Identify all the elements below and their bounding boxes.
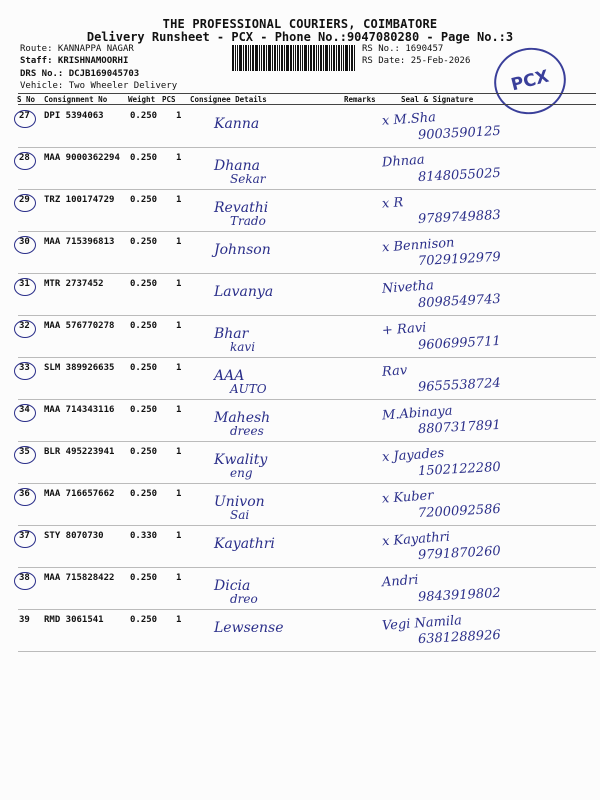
barcode-bar <box>284 45 285 71</box>
weight-value: 0.250 <box>130 615 158 625</box>
row-divider <box>18 483 596 484</box>
weight-value: 0.250 <box>130 405 158 415</box>
pcs-count: 1 <box>176 237 182 247</box>
consignee-handwritten: Kayathri <box>214 536 275 552</box>
consignee-handwritten-line2: eng <box>230 466 253 480</box>
consignee-handwritten-line2: Trado <box>230 214 266 228</box>
signature-handwritten: x Jayades <box>381 445 445 466</box>
barcode-bar <box>329 45 330 71</box>
signature-handwritten: Rav <box>381 363 408 380</box>
drs-number: DRS No.: DCJB169045703 <box>20 69 140 79</box>
consignment-number: DPI 5394063 <box>44 111 104 121</box>
consignment-number: MTR 2737452 <box>44 279 104 289</box>
barcode-bar <box>333 45 335 71</box>
consignee-handwritten-line2: dreo <box>230 592 258 606</box>
signature-handwritten: + Ravi <box>381 320 427 339</box>
pcs-count: 1 <box>176 279 182 289</box>
col-sno: S No <box>17 95 36 104</box>
pcs-count: 1 <box>176 573 182 583</box>
signature-handwritten: Vegi Namila <box>381 613 463 634</box>
signature-phone-handwritten: 9606995711 <box>417 333 502 354</box>
consignment-number: MAA 9000362294 <box>44 153 120 163</box>
consignee-handwritten: Mahesh <box>214 410 271 426</box>
weight-value: 0.250 <box>130 489 158 499</box>
barcode-bar <box>268 45 271 71</box>
col-weight: Weight <box>128 95 156 104</box>
barcode-bar <box>323 45 324 71</box>
pcs-count: 1 <box>176 531 182 541</box>
consignment-number: RMD 3061541 <box>44 615 104 625</box>
row-divider <box>18 147 596 148</box>
consignment-number: MAA 716657662 <box>44 489 115 499</box>
weight-value: 0.250 <box>130 363 158 373</box>
col-consignment: Consignment No <box>44 95 108 104</box>
weight-value: 0.250 <box>130 153 158 163</box>
barcode-bar <box>263 45 265 71</box>
consignee-handwritten: Revathi <box>214 200 269 216</box>
signature-handwritten: Andri <box>381 572 419 591</box>
serial-number: 31 <box>19 279 30 289</box>
barcode-bar <box>255 45 258 71</box>
barcode-bar <box>235 45 236 71</box>
consignment-number: BLR 495223941 <box>44 447 115 457</box>
barcode-bar <box>290 45 292 71</box>
serial-number: 32 <box>19 321 30 331</box>
barcode-bar <box>237 45 238 71</box>
signature-phone-handwritten: 1502122280 <box>417 459 502 480</box>
barcode-bar <box>316 45 317 71</box>
pcs-count: 1 <box>176 111 182 121</box>
signature-phone-handwritten: 8148055025 <box>417 165 502 186</box>
barcode-bar <box>325 45 328 71</box>
document-title: THE PROFESSIONAL COURIERS, COIMBATORE <box>162 17 438 31</box>
consignment-number: SLM 389926635 <box>44 363 115 373</box>
pcs-count: 1 <box>176 153 182 163</box>
weight-value: 0.250 <box>130 195 158 205</box>
weight-value: 0.250 <box>130 111 158 121</box>
barcode <box>232 45 356 71</box>
weight-value: 0.250 <box>130 237 158 247</box>
signature-handwritten: x Kayathri <box>381 529 451 550</box>
signature-handwritten: Nivetha <box>381 278 435 297</box>
barcode-bar <box>302 45 303 71</box>
barcode-bar <box>341 45 342 71</box>
consignee-handwritten-line2: Sai <box>230 508 250 522</box>
serial-number: 28 <box>19 153 30 163</box>
serial-number: 34 <box>19 405 30 415</box>
staff-label: Staff: KRISHNAMOORHI <box>20 56 129 66</box>
barcode-bar <box>266 45 267 71</box>
signature-phone-handwritten: 8807317891 <box>417 417 502 438</box>
header-rule-bottom <box>18 104 596 105</box>
barcode-bar <box>304 45 307 71</box>
barcode-bar <box>349 45 350 71</box>
barcode-bar <box>354 45 355 71</box>
signature-handwritten: x Kuber <box>381 488 434 507</box>
rs-date: RS Date: 25-Feb-2026 <box>362 56 471 66</box>
barcode-bar <box>279 45 280 71</box>
serial-number: 27 <box>19 111 30 121</box>
weight-value: 0.250 <box>130 279 158 289</box>
row-divider <box>18 567 596 568</box>
col-consignee: Consignee Details <box>190 95 267 104</box>
barcode-bar <box>248 45 249 71</box>
barcode-bar <box>310 45 312 71</box>
serial-number: 38 <box>19 573 30 583</box>
weight-value: 0.250 <box>130 573 158 583</box>
barcode-bar <box>250 45 251 71</box>
signature-phone-handwritten: 8098549743 <box>417 291 502 312</box>
pcs-count: 1 <box>176 321 182 331</box>
consignment-number: TRZ 100174729 <box>44 195 115 205</box>
serial-number: 37 <box>19 531 30 541</box>
barcode-bar <box>331 45 332 71</box>
pcx-stamp: PCX <box>487 40 573 121</box>
consignee-handwritten: Dhana <box>214 158 260 174</box>
row-divider <box>18 441 596 442</box>
consignee-handwritten: Dicia <box>214 578 251 594</box>
signature-handwritten: x M.Sha <box>381 110 437 129</box>
row-divider <box>18 189 596 190</box>
document-subtitle: Delivery Runsheet - PCX - Phone No.:9047080280 - Page No.:3 <box>86 30 514 44</box>
consignee-handwritten: Lewsense <box>214 620 284 636</box>
serial-number: 36 <box>19 489 30 499</box>
vehicle-label: Vehicle: Two Wheeler Delivery <box>20 81 178 91</box>
barcode-bar <box>245 45 247 71</box>
barcode-bar <box>308 45 309 71</box>
consignee-handwritten: Kwality <box>214 452 268 468</box>
route-label: Route: KANNAPPA NAGAR <box>20 44 134 54</box>
barcode-bar <box>281 45 283 71</box>
barcode-bar <box>300 45 301 71</box>
barcode-bar <box>318 45 319 71</box>
consignment-number: MAA 576770278 <box>44 321 115 331</box>
signature-phone-handwritten: 7029192979 <box>417 249 502 270</box>
barcode-bar <box>274 45 276 71</box>
barcode-bar <box>286 45 289 71</box>
weight-value: 0.250 <box>130 447 158 457</box>
consignee-handwritten: Lavanya <box>214 284 274 300</box>
signature-phone-handwritten: 7200092586 <box>417 501 502 522</box>
consignee-handwritten: Univon <box>214 494 265 510</box>
signature-handwritten: x R <box>381 195 404 212</box>
serial-number: 35 <box>19 447 30 457</box>
barcode-bar <box>232 45 234 71</box>
signature-handwritten: x Bennison <box>381 235 455 256</box>
signature-phone-handwritten: 9791870260 <box>417 543 502 564</box>
row-divider <box>18 315 596 316</box>
signature-phone-handwritten: 9655538724 <box>417 375 502 396</box>
pcs-count: 1 <box>176 363 182 373</box>
row-divider <box>18 273 596 274</box>
pcs-count: 1 <box>176 447 182 457</box>
col-seal: Seal & Signature <box>401 95 474 104</box>
consignee-handwritten: Bhar <box>214 326 249 342</box>
row-divider <box>18 525 596 526</box>
pcs-count: 1 <box>176 405 182 415</box>
barcode-bar <box>243 45 244 71</box>
barcode-bar <box>252 45 254 71</box>
barcode-bar <box>338 45 340 71</box>
barcode-bar <box>313 45 315 71</box>
barcode-bar <box>297 45 299 71</box>
signature-handwritten: M.Abinaya <box>381 403 453 424</box>
pcs-count: 1 <box>176 195 182 205</box>
barcode-bar <box>277 45 278 71</box>
barcode-bar <box>295 45 296 71</box>
barcode-bar <box>293 45 294 71</box>
consignee-handwritten: AAA <box>214 368 245 384</box>
barcode-bar <box>320 45 322 71</box>
signature-handwritten: Dhnaa <box>381 152 426 171</box>
serial-number: 29 <box>19 195 30 205</box>
pcs-count: 1 <box>176 615 182 625</box>
consignee-handwritten: Kanna <box>214 116 260 132</box>
serial-number: 39 <box>19 615 30 625</box>
barcode-bar <box>272 45 273 71</box>
row-divider <box>18 231 596 232</box>
barcode-bar <box>261 45 262 71</box>
serial-number: 30 <box>19 237 30 247</box>
row-divider <box>18 609 596 610</box>
pcs-count: 1 <box>176 489 182 499</box>
barcode-bar <box>239 45 242 71</box>
row-divider <box>18 399 596 400</box>
row-divider <box>18 357 596 358</box>
weight-value: 0.330 <box>130 531 158 541</box>
signature-phone-handwritten: 9843919802 <box>417 585 502 606</box>
consignment-number: STY 8070730 <box>44 531 104 541</box>
consignment-number: MAA 715828422 <box>44 573 115 583</box>
barcode-bar <box>259 45 260 71</box>
consignee-handwritten: Johnson <box>214 242 271 258</box>
consignment-number: MAA 714343116 <box>44 405 115 415</box>
signature-phone-handwritten: 9003590125 <box>417 123 502 144</box>
consignee-handwritten-line2: kavi <box>230 340 256 354</box>
weight-value: 0.250 <box>130 321 158 331</box>
consignment-number: MAA 715396813 <box>44 237 115 247</box>
header-rule-top <box>18 93 596 94</box>
signature-phone-handwritten: 9789749883 <box>417 207 502 228</box>
consignee-handwritten-line2: drees <box>230 424 264 438</box>
signature-phone-handwritten: 6381288926 <box>417 627 502 648</box>
serial-number: 33 <box>19 363 30 373</box>
barcode-bar <box>343 45 344 71</box>
consignee-handwritten-line2: Sekar <box>230 172 266 186</box>
col-remarks: Remarks <box>344 95 376 104</box>
barcode-bar <box>351 45 353 71</box>
barcode-bar <box>336 45 337 71</box>
col-pcs: PCS <box>162 95 176 104</box>
rs-number: RS No.: 1690457 <box>362 44 444 54</box>
consignee-handwritten-line2: AUTO <box>230 382 267 396</box>
row-divider <box>18 651 596 652</box>
barcode-bar <box>345 45 348 71</box>
